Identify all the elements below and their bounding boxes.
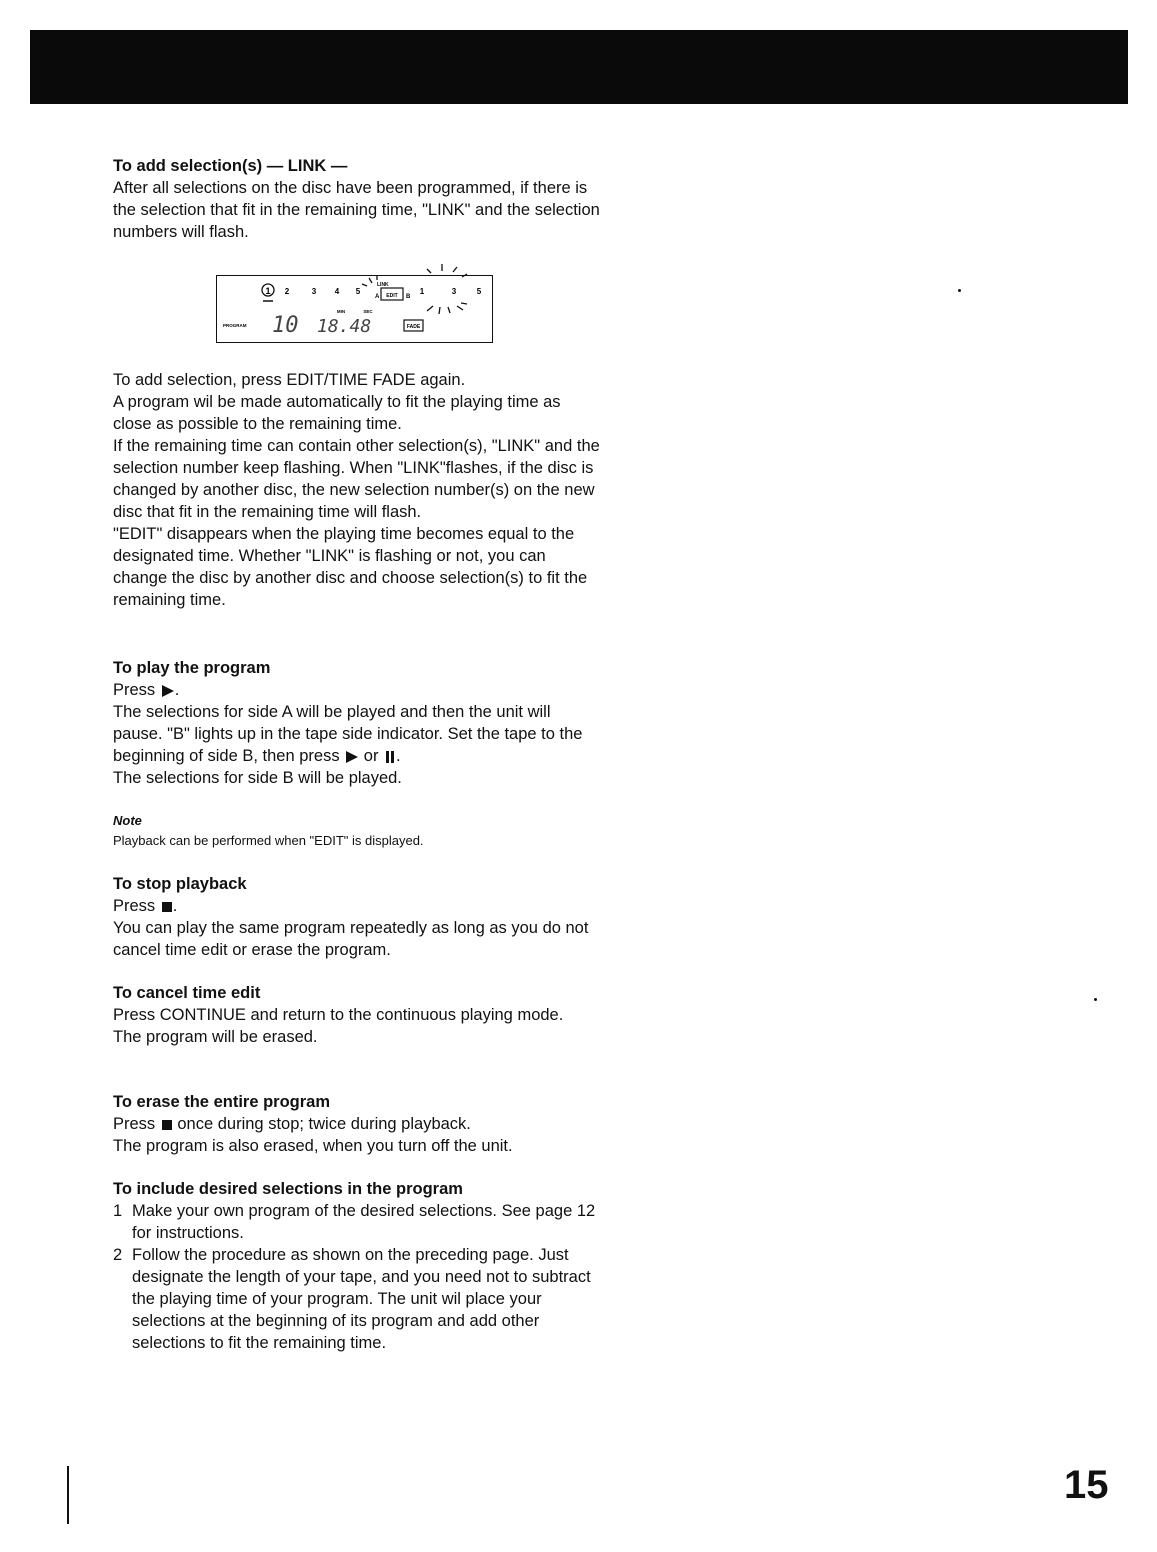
stray-mark [958,289,961,292]
period: . [174,681,180,699]
note-heading: Note [113,813,142,828]
section-heading: To cancel time edit [113,984,261,1002]
body-text: once during stop; twice during playback. [177,1115,471,1133]
side-a-indicator: A [375,294,380,300]
note-text: Playback can be performed when "EDIT" is displayed. [113,833,424,848]
paragraph: A program wil be made automatically to fit the playing time as close as possible to the remaining time. [113,393,561,433]
margin-rule [67,1466,69,1524]
paragraph [113,701,603,767]
track-number: 4 [334,287,340,296]
sec-label: SEC [363,309,373,314]
step-text: Follow the procedure as shown on the preceding page. Just designate the length of your tape, and you need not to subtract the playing time of your program. The unit wil place your selections at the beginning of its program and add other selections to fit the remaining time. [132,1246,591,1352]
period: . [172,897,178,915]
link-indicator: LINK [377,282,389,288]
program-step-count: 10 [272,313,299,338]
section-link-body [113,369,603,611]
paragraph: To add selection, press EDIT/TIME FADE again. [113,371,466,389]
press-text: Press [113,897,156,915]
or-text: or [363,747,379,765]
paragraph: After all selections on the disc have been programmed, if there is the selection that fit in the remaining time, "LINK" and the selection numbers will flash. [113,179,600,241]
track-number: 3 [451,287,457,296]
pause-icon [385,751,395,763]
body-text: The selections for side A will be played and then the unit will pause. "B" lights up in the tape side indicator. Set the tape to the beginning of side B, then press [113,703,583,765]
track-number: 5 [476,287,482,296]
play-icon [162,685,174,697]
step-number: 2 [113,1246,123,1264]
period: . [396,747,401,765]
paragraph [113,895,603,917]
stop-icon [162,1120,172,1130]
paragraph: The program is also erased, when you turn off the unit. [113,1137,513,1155]
paragraph: The program will be erased. [113,1028,318,1046]
stop-icon [162,902,172,912]
section-heading: To include desired selections in the program [113,1180,463,1198]
press-text: Press [113,1115,156,1133]
track-number: 2 [284,287,290,296]
track-number: 3 [311,287,317,296]
paragraph [113,1113,603,1135]
list-item [113,1244,603,1354]
paragraph: The selections for side B will be played. [113,769,402,787]
flash-rays-left [362,276,377,286]
flash-rays-right [427,264,467,314]
paragraph: "EDIT" disappears when the playing time becomes equal to the designated time. Whether "LINK" is flashing or not, you can change the disc by another disc and choose selection(s) to fit the remaining time. [113,525,588,609]
note [113,811,603,851]
stray-mark [1094,998,1097,1001]
section-stop [113,873,603,961]
page-number: 15 [1064,1463,1109,1507]
step-number: 1 [113,1202,123,1220]
list-item [113,1200,603,1244]
section-heading: To stop playback [113,875,247,893]
paragraph: You can play the same program repeatedly as long as you do not cancel time edit or erase the program. [113,919,589,959]
section-play [113,657,603,789]
lcd-display-illustration [216,275,493,343]
time-readout: 18.48 [317,316,372,337]
track-number: 1 [419,287,425,296]
lcd-display-svg [217,276,492,342]
section-heading: To erase the entire program [113,1093,331,1111]
press-text: Press [113,681,156,699]
section-heading: To add selection(s) — LINK — [113,157,348,175]
min-label: MIN [336,309,346,314]
track-number: 1 [265,286,271,296]
program-indicator: PROGRAM [223,323,247,328]
section-cancel [113,982,603,1048]
side-b-indicator: B [406,294,411,300]
section-erase [113,1091,603,1157]
paragraph: Press CONTINUE and return to the continuous playing mode. [113,1006,564,1024]
play-icon [346,751,358,763]
step-text: Make your own program of the desired selections. See page 12 for instructions. [132,1202,596,1242]
track-number: 5 [355,287,361,296]
edit-indicator: EDIT [386,293,398,299]
paragraph: If the remaining time can contain other selection(s), "LINK" and the selection number keep flashing. When "LINK"flashes, if the disc is changed by another disc, the new selection number(s) on the new disc that fit in the remaining time will flash. [113,437,600,521]
header-bar [30,30,1128,104]
fade-indicator: FADE [406,324,421,330]
section-heading: To play the program [113,659,271,677]
section-include [113,1178,603,1354]
paragraph [113,679,603,701]
section-link [113,155,603,243]
